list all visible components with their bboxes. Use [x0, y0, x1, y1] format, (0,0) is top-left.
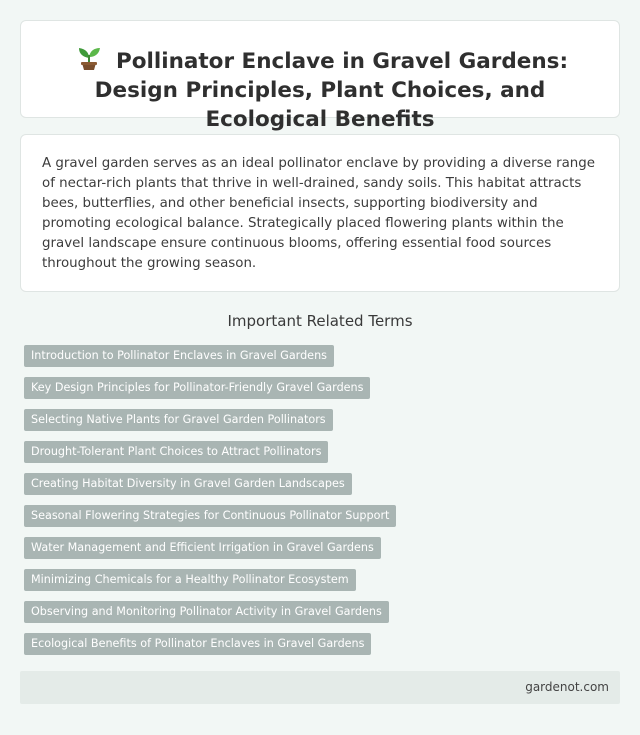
page-title-text: Pollinator Enclave in Gravel Gardens: Design Principles, Plant Choices, and Ecological Benefits — [94, 49, 569, 132]
title-card — [20, 20, 620, 132]
intro-card — [20, 134, 620, 292]
related-term-link[interactable]: Seasonal Flowering Strategies for Continuous Pollinator Support — [24, 505, 396, 527]
related-term-link[interactable]: Key Design Principles for Pollinator-Friendly Gravel Gardens — [24, 377, 370, 399]
related-term-link[interactable]: Introduction to Pollinator Enclaves in Gravel Gardens — [24, 345, 334, 367]
related-term-link[interactable]: Minimizing Chemicals for a Healthy Pollinator Ecosystem — [24, 569, 356, 591]
related-term-link[interactable]: Observing and Monitoring Pollinator Activity in Gravel Gardens — [24, 601, 389, 623]
related-term-link[interactable]: Drought-Tolerant Plant Choices to Attract Pollinators — [24, 441, 328, 463]
related-term-link[interactable]: Ecological Benefits of Pollinator Enclaves in Gravel Gardens — [24, 633, 371, 655]
related-term-link[interactable]: Creating Habitat Diversity in Gravel Garden Landscapes — [24, 473, 352, 495]
related-term-link[interactable]: Water Management and Efficient Irrigation in Gravel Gardens — [24, 537, 381, 559]
page-title — [21, 45, 619, 134]
intro-paragraph: A gravel garden serves as an ideal pollinator enclave by providing a diverse range of nectar-rich plants that thrive in well-drained, sandy soils. This habitat attracts bees, butterflies, and other beneficial insects, supporting biodiversity and promoting ecological balance. Strategically placed flowering plants within the gravel landscape ensure continuous blooms, offering essential food sources throughout the growing season. — [42, 156, 596, 272]
related-term-link[interactable]: Selecting Native Plants for Gravel Garden Pollinators — [24, 409, 333, 431]
related-terms-heading: Important Related Terms — [227, 312, 413, 330]
footer-site-name[interactable]: gardenot.com — [525, 680, 609, 694]
sprout-icon — [72, 45, 106, 71]
footer — [20, 671, 620, 704]
